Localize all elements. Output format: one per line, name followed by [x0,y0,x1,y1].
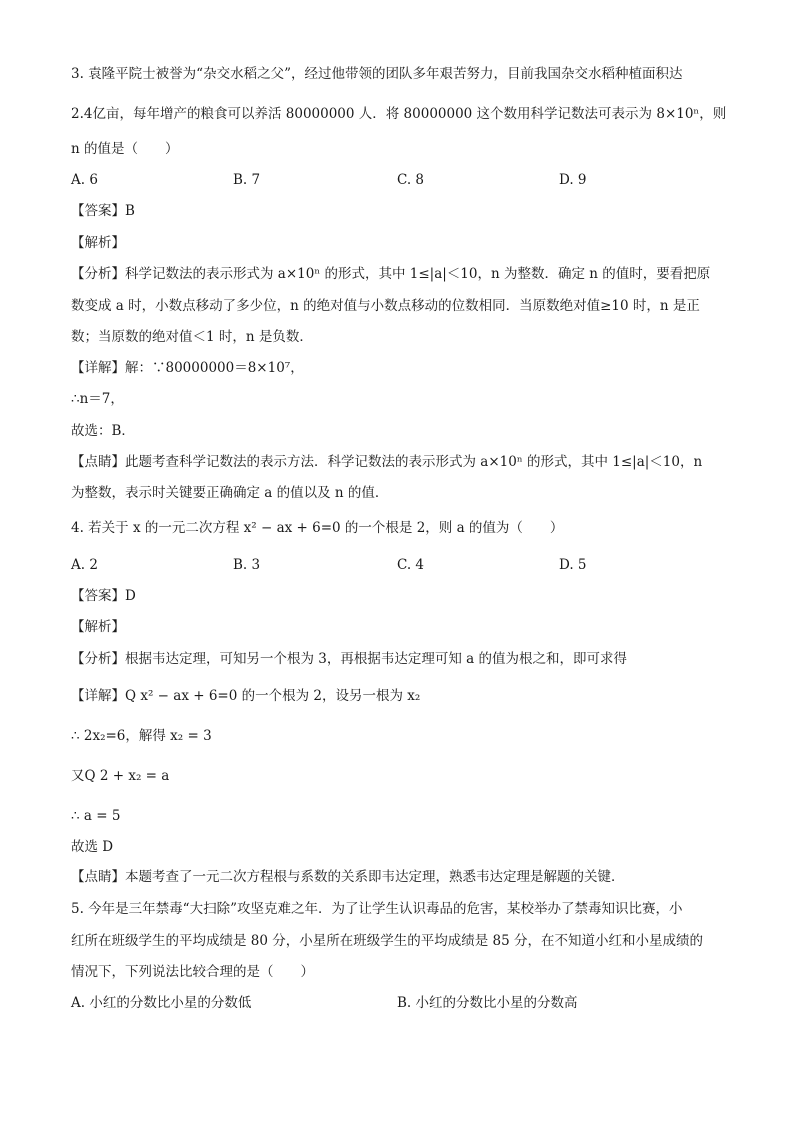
q3-analysis-heading: 【解析】 [71,235,125,251]
q4-option-c: C. 4 [397,557,425,573]
q3-fenxi-line2: 数变成 a 时，小数点移动了多少位，n 的绝对值与小数点移动的位数相同．当原数绝对值≥10 时，n 是正 [71,298,700,314]
q4-detail-line5: 故选 D [71,839,114,855]
q4-fenxi: 【分析】根据韦达定理，可知另一个根为 3，再根据韦达定理可知 a 的值为根之和，即可求得 [71,651,628,667]
q5-stem-line3: 情况下，下列说法比较合理的是（ ） [71,964,314,980]
q4-detail-line1: 【详解】Q x² − ax + 6=0 的一个根为 2，设另一根为 x₂ [71,688,421,704]
q3-stem-line2: 2.4亿亩，每年增产的粮食可以养活 80000000 人．将 80000000 这个数用科学记数法可表示为 8×10ⁿ，则 [71,106,727,122]
q4-stem-line1: 4. 若关于 x 的一元二次方程 x² − ax + 6=0 的一个根是 2，则 a 的值为（ ） [71,520,564,536]
q3-detail-line3: 故选：B． [71,423,135,439]
q4-option-d: D. 5 [559,557,587,573]
q3-option-d: D. 9 [559,172,587,188]
q4-detail-line4: ∴ a = 5 [71,808,121,824]
q3-fenxi-line3: 数；当原数的绝对值＜1 时，n 是负数． [71,329,313,345]
q3-answer: 【答案】B [71,203,135,219]
q5-stem-line1: 5. 今年是三年禁毒“大扫除”攻坚克难之年．为了让学生认识毒品的危害，某校举办了禁毒知识比赛，小 [71,901,683,917]
q4-answer: 【答案】D [71,588,136,604]
q5-stem-line2: 红所在班级学生的平均成绩是 80 分，小星所在班级学生的平均成绩是 85 分，在不知道小红和小星成绩的 [71,933,704,949]
q3-detail-line2: ∴n＝7， [71,391,124,407]
q3-dianjing-line1: 【点睛】此题考查科学记数法的表示方法．科学记数法的表示形式为 a×10ⁿ 的形式，其中 1≤|a|＜10，n [71,454,703,470]
q3-stem-line3: n 的值是（ ） [71,141,179,157]
q3-stem-line1: 3. 袁隆平院士被誉为“杂交水稻之父”，经过他带领的团队多年艰苦努力，目前我国杂交水稻种植面积达 [71,66,683,82]
q3-fenxi-line1: 【分析】科学记数法的表示形式为 a×10ⁿ 的形式，其中 1≤|a|＜10，n 为整数．确定 n 的值时，要看把原 [71,266,711,282]
q5-option-b: B. 小红的分数比小星的分数高 [397,995,578,1011]
q5-option-a: A. 小红的分数比小星的分数低 [71,995,252,1011]
q4-analysis-heading: 【解析】 [71,619,125,635]
q3-option-b: B. 7 [233,172,261,188]
q3-option-a: A. 6 [71,172,98,188]
q3-dianjing-line2: 为整数，表示时关键要正确确定 a 的值以及 n 的值． [71,485,389,501]
q4-dianjing: 【点睛】本题考查了一元二次方程根与系数的关系即韦达定理，熟悉韦达定理是解题的关键． [71,869,625,885]
q3-option-c: C. 8 [397,172,425,188]
q3-detail-line1: 【详解】解：∵80000000＝8×10⁷， [71,360,304,376]
q4-option-a: A. 2 [71,557,98,573]
q4-detail-line2: ∴ 2x₂=6，解得 x₂ = 3 [71,728,212,744]
q4-option-b: B. 3 [233,557,261,573]
q4-detail-line3: 又Q 2 + x₂ = a [71,768,170,784]
